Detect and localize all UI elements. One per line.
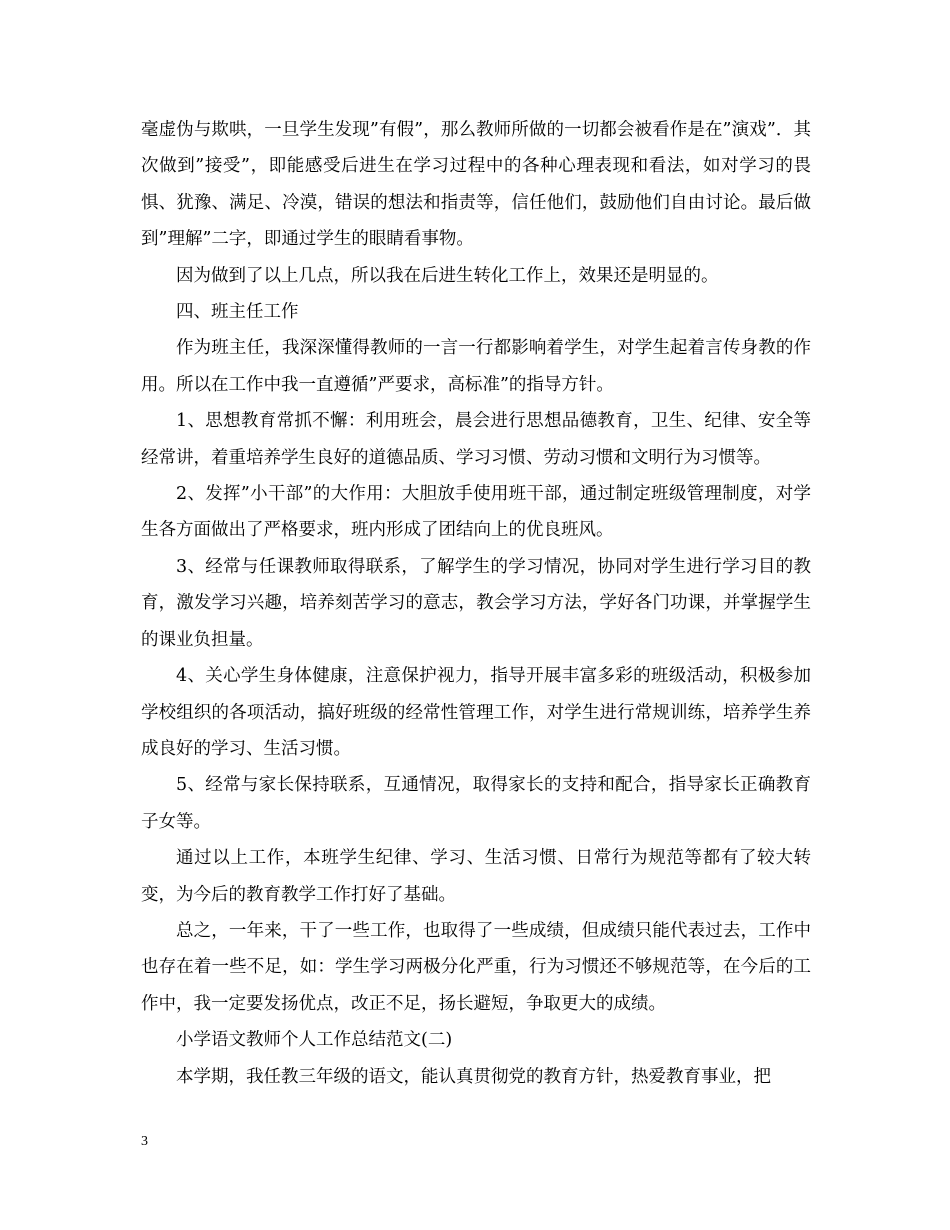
paragraph-2: 因为做到了以上几点，所以我在后进生转化工作上，效果还是明显的。 [176, 265, 719, 286]
paragraph-11: 总之，一年来，干了一些工作，也取得了一些成绩，但成绩只能代表过去，工作中也存在着一些不足，如：学生学习两极分化严重，行为习惯还不够规范等，在今后的工作中，我一定要发扬优点，改正不足，扬长避短，争取更大的成绩。 [141, 920, 811, 1014]
page-number: 3 [141, 1134, 148, 1149]
paragraph-5: 1、思想教育常抓不懈：利用班会，晨会进行思想品德教育，卫生、纪律、安全等经常讲，着重培养学生良好的道德品质、学习习惯、劳动习惯和文明行为习惯等。 [141, 411, 811, 468]
document-body [141, 112, 811, 1095]
paragraph-8: 4、关心学生身体健康，注意保护视力，指导开展丰富多彩的班级活动，积极参加学校组织的各项活动，搞好班级的经常性管理工作，对学生进行常规训练，培养学生养成良好的学习、生活习惯。 [141, 666, 811, 759]
paragraph-13: 本学期，我任教三年级的语文，能认真贯彻党的教育方针，热爱教育事业，把 [176, 1066, 771, 1087]
paragraph-6: 2、发挥”小干部”的大作用：大胆放手使用班干部，通过制定班级管理制度，对学生各方面做出了严格要求，班内形成了团结向上的优良班风。 [141, 484, 811, 541]
paragraph-4: 作为班主任，我深深懂得教师的一言一行都影响着学生，对学生起着言传身教的作用。所以在工作中我一直遵循”严要求，高标准”的指导方针。 [141, 338, 811, 395]
paragraph-9: 5、经常与家长保持联系，互通情况，取得家长的支持和配合，指导家长正确教育子女等。 [141, 775, 811, 832]
paragraph-1: 毫虚伪与欺哄，一旦学生发现”有假”，那么教师所做的一切都会被看作是在”演戏”．其次做到”接受”，即能感受后进生在学习过程中的各种心理表现和看法，如对学习的畏惧、犹豫、满足、冷漠，错误的想法和指责等，信任他们，鼓励他们自由讨论。最后做到”理解”二字，即通过学生的眼睛看事物。 [141, 120, 811, 250]
paragraph-7: 3、经常与任课教师取得联系，了解学生的学习情况，协同对学生进行学习目的教育，激发学习兴趣，培养刻苦学习的意志，教会学习方法，学好各门功课，并掌握学生的课业负担量。 [141, 556, 811, 650]
paragraph-10: 通过以上工作，本班学生纪律、学习、生活习惯、日常行为规范等都有了较大转变，为今后的教育教学工作打好了基础。 [141, 848, 811, 905]
section-heading-summary-2: 小学语文教师个人工作总结范文(二) [176, 1030, 453, 1051]
section-heading-class-teacher-work: 四、班主任工作 [176, 302, 299, 323]
